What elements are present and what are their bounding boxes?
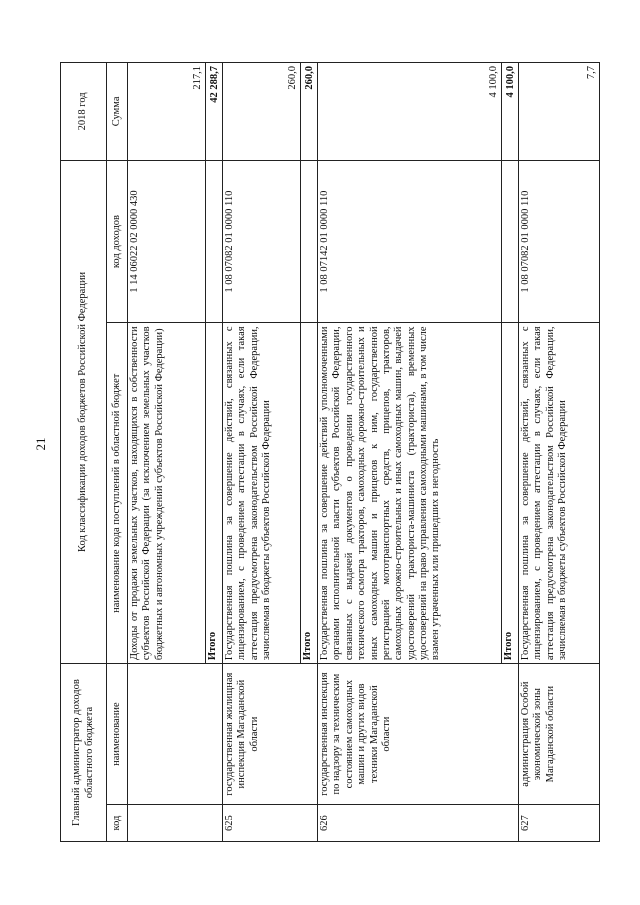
- row-income-name: Доходы от продажи земельных участков, находящихся в собственности субъектов Российской Федерации (за исключением земельных участков бюджетных и автономных учреждений субъектов Российской Федерации): [128, 323, 206, 664]
- table-row: [128, 63, 206, 842]
- income-classification-table: [60, 62, 600, 842]
- total-sum: 42 288,7: [206, 63, 223, 161]
- total-label: Итого: [206, 323, 223, 664]
- row-sum: 4 100,0: [318, 63, 502, 161]
- row-sum: 260,0: [223, 63, 301, 161]
- total-spacer: [502, 160, 519, 323]
- header-col-code: код: [107, 805, 128, 842]
- row-income-code: 1 08 07142 01 0000 110: [318, 160, 502, 323]
- row-admin-name: государственная инспекция по надзору за техническим состоянием самоходных машин и других видов техники Магаданской области: [318, 664, 519, 805]
- total-sum: 260,0: [301, 63, 318, 161]
- header-col-name: наименование: [107, 664, 128, 805]
- row-sum: 7,7: [519, 63, 600, 161]
- row-code: 625: [223, 805, 318, 842]
- table-row: [519, 63, 600, 842]
- header-year-group: 2018 год: [61, 63, 107, 161]
- total-label: Итого: [301, 323, 318, 664]
- row-sum: 217,1: [128, 63, 206, 161]
- row-income-name: Государственная пошлина за совершение действий, связанных с лицензированием, с проведением аттестации в случаях, если такая аттестация предусмотрена законодательством Российской Федерации, зачисляемая в бюджеты субъектов Российской Федерации: [519, 323, 600, 664]
- total-label: Итого: [502, 323, 519, 664]
- table-row: [223, 63, 301, 842]
- table-wrapper: [60, 62, 600, 842]
- header-admin-group: Главный администратор доходов областного бюджета: [61, 664, 107, 842]
- row-admin-name: [128, 664, 223, 805]
- row-income-name: Государственная пошлина за совершение действий уполномоченными органами исполнительной власти субъектов Российской Федерации, связанных с выдачей документов о проведении государственного технического осмотра тракторов, самоходных дорожно-строительных и иных самоходных машин и прицепов к ним, государственной регистрацией мототранспортных средств, прицепов, тракторов, самоходных дорожно-строительных и иных самоходных машин, выдачей удостоверений тракториста-машиниста (тракториста), временных удостоверений на право управления самоходными машинами, в том числе взамен утраченных или пришедших в негодность: [318, 323, 502, 664]
- row-code: 627: [519, 805, 600, 842]
- total-spacer: [206, 160, 223, 323]
- row-admin-name: государственная жилищная инспекция Магаданской области: [223, 664, 318, 805]
- total-spacer: [301, 160, 318, 323]
- header-col-income-name: наименование кода поступлений в областной бюджет: [107, 323, 128, 664]
- row-income-name: Государственная пошлина за совершение действий, связанных с лицензированием, с проведением аттестации в случаях, если такая аттестация предусмотрена законодательством Российской Федерации, зачисляемая в бюджеты субъектов Российской Федерации: [223, 323, 301, 664]
- rotated-table-container: [60, 62, 600, 842]
- header-col-sum: Сумма: [107, 63, 128, 161]
- row-admin-name: администрация Особой экономической зоны Магаданской области: [519, 664, 600, 805]
- page-number: 21: [33, 437, 48, 451]
- header-col-income-code: код доходов: [107, 160, 128, 323]
- row-income-code: 1 08 07082 01 0000 110: [223, 160, 301, 323]
- row-income-code: 1 08 07082 01 0000 110: [519, 160, 600, 323]
- total-sum: 4 100,0: [502, 63, 519, 161]
- header-classification-group: Код классификации доходов бюджетов Российской Федерации: [61, 160, 107, 663]
- row-code: [128, 805, 223, 842]
- table-row: [318, 63, 502, 842]
- row-code: 626: [318, 805, 519, 842]
- row-income-code: 1 14 06022 02 0000 430: [128, 160, 206, 323]
